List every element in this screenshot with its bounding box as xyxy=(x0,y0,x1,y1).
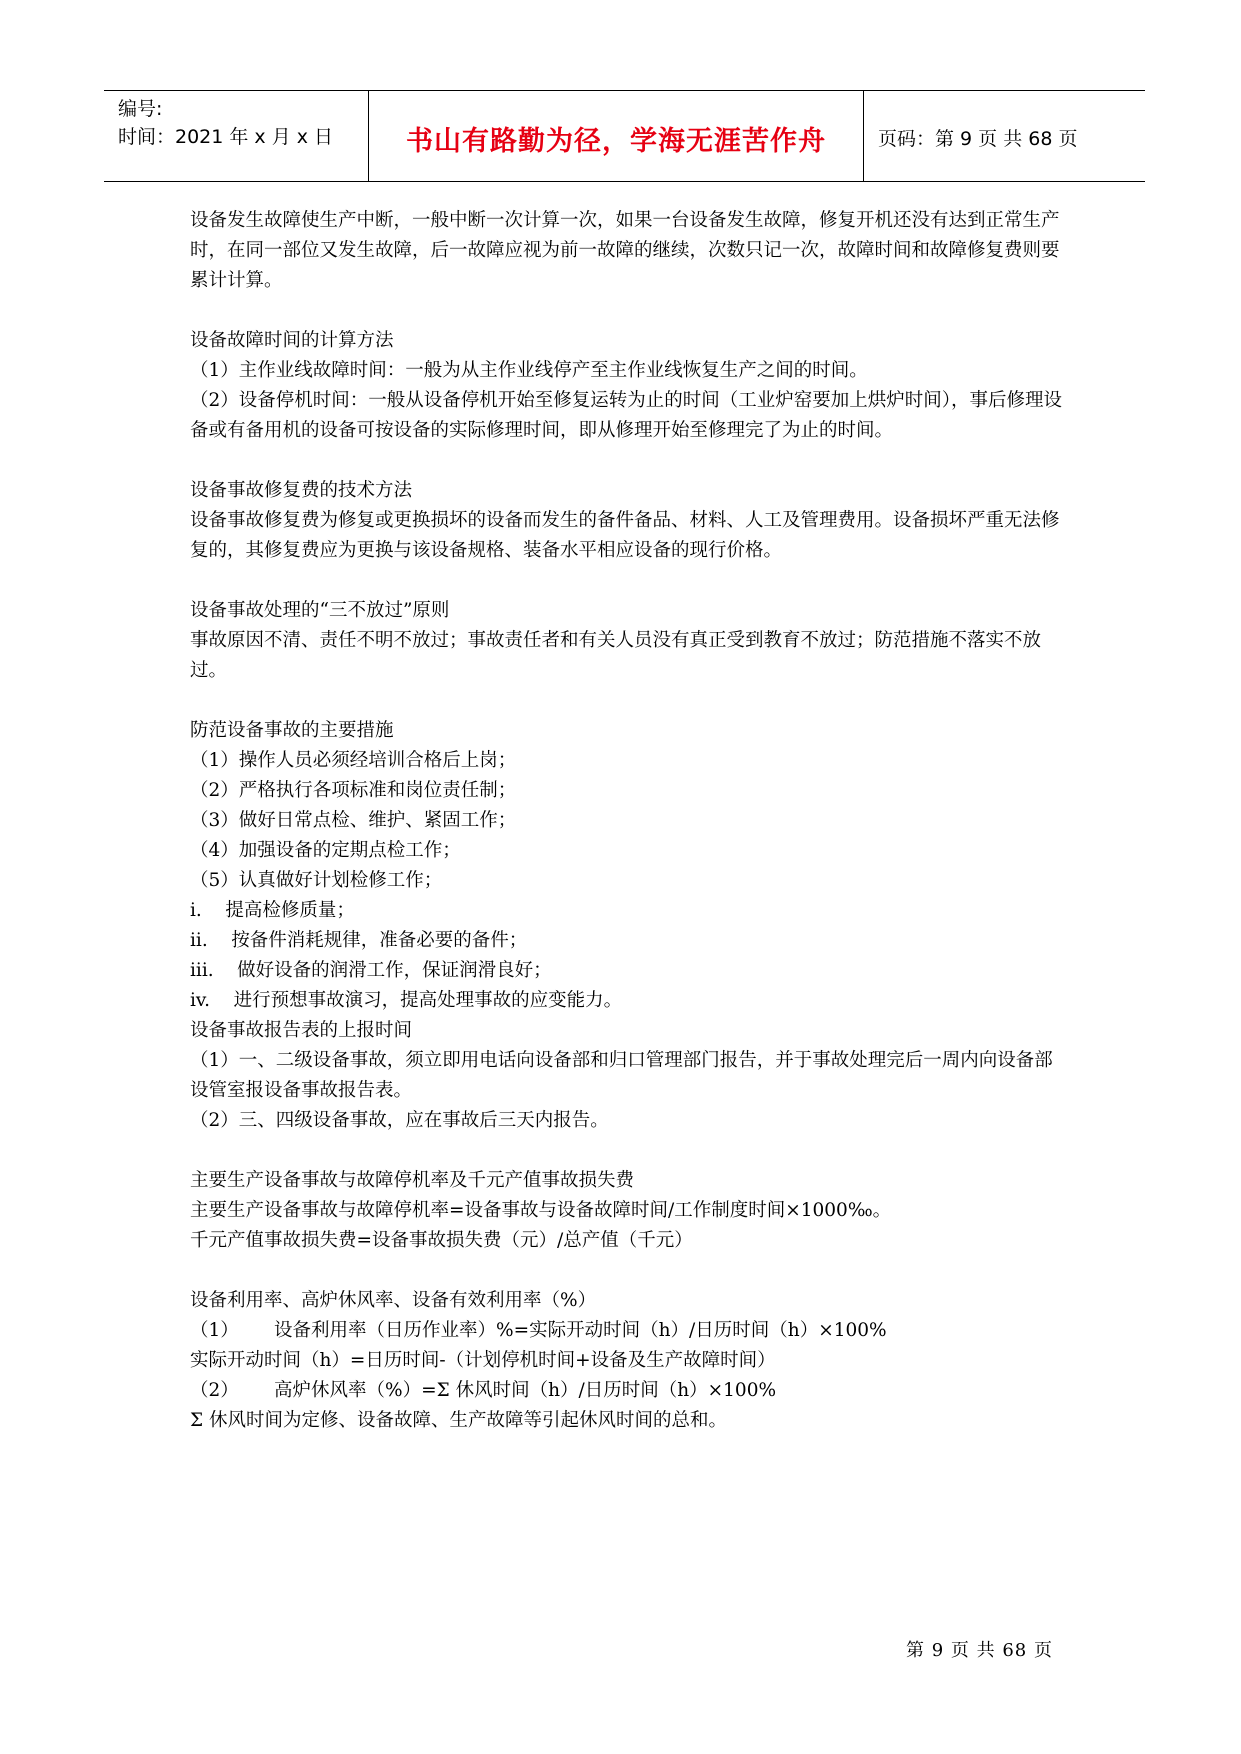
document-number-label: 编号: xyxy=(118,98,163,120)
header-motto: 书山有路勤为径，学海无涯苦作舟 xyxy=(406,126,826,157)
list-item: （4）加强设备的定期点检工作； xyxy=(190,840,461,861)
formula-line: 主要生产设备事故与故障停机率=设备事故与设备故障时间/工作制度时间×1000‰。 xyxy=(190,1200,892,1221)
sub-list-item: iv. 进行预想事故演习，提高处理事故的应变能力。 xyxy=(190,990,623,1011)
header-page-cell xyxy=(864,91,1145,181)
paragraph: （1）主作业线故障时间：一般为从主作业线停产至主作业线恢复生产之间的时间。 xyxy=(190,360,868,381)
paragraph: 设备事故修复费为修复或更换损坏的设备而发生的备件备品、材料、人工及管理费用。设备损坏严重无法修复的，其修复费应为更换与该设备规格、装备水平相应设备的现行价格。 xyxy=(190,510,1060,561)
section-heading: 设备利用率、高炉休风率、设备有效利用率（%） xyxy=(190,1290,597,1311)
list-item: （3）做好日常点检、维护、紧固工作； xyxy=(190,810,517,831)
header-page-number: 页码：第 9 页 共 68 页 xyxy=(878,128,1078,150)
formula-line: （2） 高炉休风率（%）=Σ 休风时间（h）/日历时间（h）×100% xyxy=(190,1380,777,1401)
page-footer: 第 9 页 共 68 页 xyxy=(906,1640,1053,1661)
paragraph: （2）三、四级设备事故，应在事故后三天内报告。 xyxy=(190,1110,609,1131)
header-motto-cell xyxy=(369,91,864,181)
formula-line: 千元产值事故损失费=设备事故损失费（元）/总产值（千元） xyxy=(190,1230,693,1251)
document-date-label: 时间：2021 年 x 月 x 日 xyxy=(118,126,334,148)
paragraph: Σ 休风时间为定修、设备故障、生产故障等引起休风时间的总和。 xyxy=(190,1410,727,1431)
section-heading: 设备事故处理的“三不放过”原则 xyxy=(190,600,450,621)
section-heading: 主要生产设备事故与故障停机率及千元产值事故损失费 xyxy=(190,1170,635,1191)
sub-list-item: ii. 按备件消耗规律，准备必要的备件； xyxy=(190,930,528,951)
sub-list-item: i. 提高检修质量； xyxy=(190,900,355,921)
header-info-cell xyxy=(104,91,369,181)
section-heading: 设备事故修复费的技术方法 xyxy=(190,480,413,501)
formula-line: （1） 设备利用率（日历作业率）%=实际开动时间（h）/日历时间（h）×100% xyxy=(190,1320,887,1341)
document-header xyxy=(104,90,1145,182)
list-item: （5）认真做好计划检修工作； xyxy=(190,870,443,891)
paragraph: （1）一、二级设备事故，须立即用电话向设备部和归口管理部门报告，并于事故处理完后一周内向设备部设管室报设备事故报告表。 xyxy=(190,1050,1053,1101)
section-heading: 设备事故报告表的上报时间 xyxy=(190,1020,413,1041)
list-item: （1）操作人员必须经培训合格后上岗； xyxy=(190,750,517,771)
document-body xyxy=(190,206,1066,1436)
section-heading: 设备故障时间的计算方法 xyxy=(190,330,394,351)
sub-list-item: iii. 做好设备的润滑工作，保证润滑良好； xyxy=(190,960,552,981)
paragraph: （2）设备停机时间：一般从设备停机开始至修复运转为止的时间（工业炉窑要加上烘炉时间），事后修理设备或有备用机的设备可按设备的实际修理时间，即从修理开始至修理完了为止的时间。 xyxy=(190,390,1063,441)
paragraph: 事故原因不清、责任不明不放过；事故责任者和有关人员没有真正受到教育不放过；防范措施不落实不放过。 xyxy=(190,630,1042,681)
formula-line: 实际开动时间（h）=日历时间-（计划停机时间+设备及生产故障时间） xyxy=(190,1350,776,1371)
paragraph: 设备发生故障使生产中断，一般中断一次计算一次，如果一台设备发生故障，修复开机还没有达到正常生产时，在同一部位又发生故障，后一故障应视为前一故障的继续，次数只记一次，故障时间和故障修复费则要累计计算。 xyxy=(190,210,1060,291)
list-item: （2）严格执行各项标准和岗位责任制； xyxy=(190,780,517,801)
section-heading: 防范设备事故的主要措施 xyxy=(190,720,394,741)
